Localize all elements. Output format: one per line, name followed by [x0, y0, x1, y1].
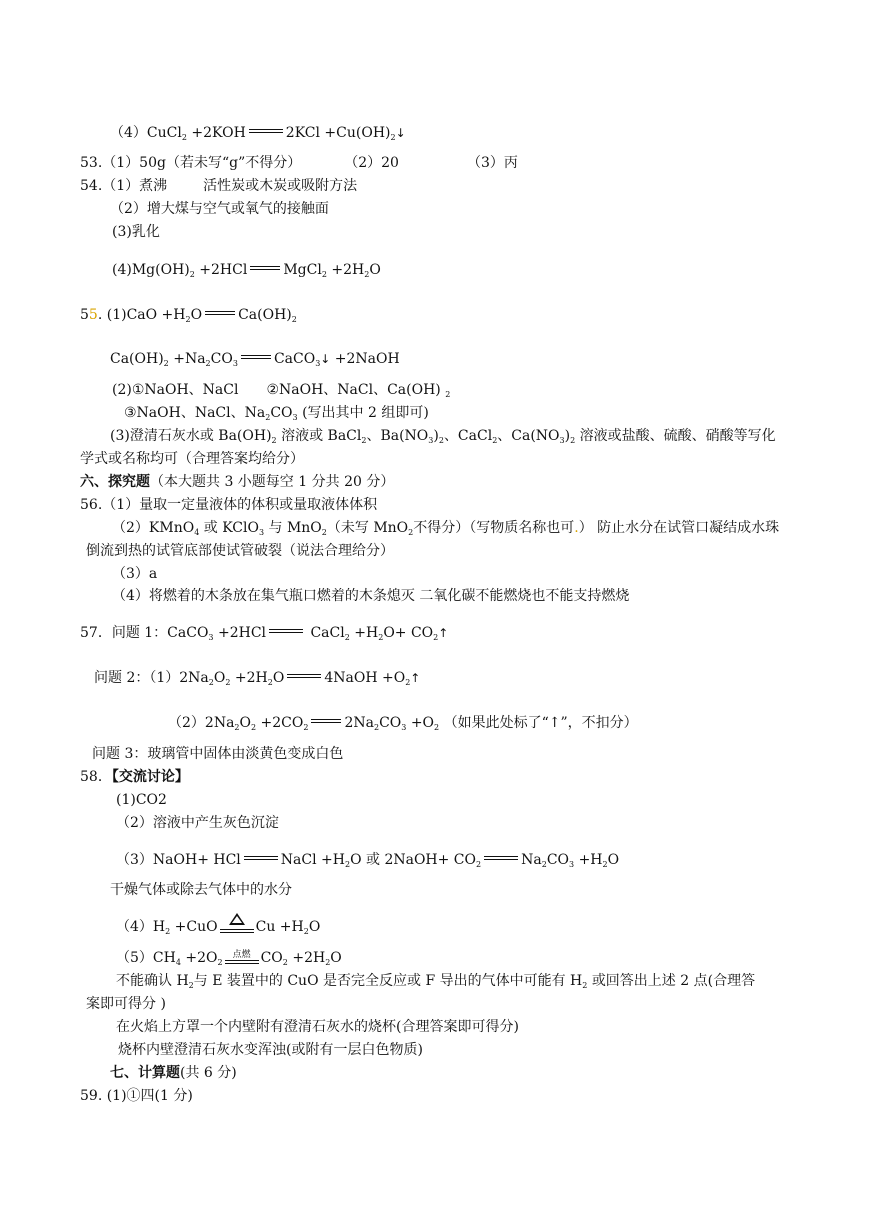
answer-55-1b: $Ca(OH)_2 +Na_2CO_3$ CaCO$_3$↓ +2NaOH	[110, 351, 400, 368]
answer-58-7: 烧杯内壁澄清石灰水变浑浊(或附有一层白色物质)	[118, 1042, 423, 1058]
answer-58-2: （2）溶液中产生灰色沉淀	[116, 815, 279, 831]
ignite-condition: 点燃	[225, 949, 259, 967]
answer-54-3: (3)乳化	[112, 224, 160, 240]
answer-56-3: （3）a	[112, 566, 158, 582]
equals-sign	[287, 674, 321, 678]
answer-58-3b: 干燥气体或除去气体中的水分	[110, 882, 292, 898]
answer-57-q2-1: 问题 2：$(1)2Na_2O_2 +2H_2O$ 4NaOH $+O_2↑$	[94, 670, 421, 687]
answer-57-q3: 问题 3：玻璃管中固体由淡黄色变成白色	[92, 746, 344, 762]
answer-57-q2-2: $(2)2Na_2O_2 +2CO_2$ $2Na_2CO_3 +O_2$ （如果此处标了“↑”，不扣分）	[168, 715, 638, 732]
answer-58-heading: 58．【交流讨论】	[80, 769, 189, 785]
answer-55-3: (3)澄清石灰水或 $Ba(OH)_2$ 溶液或 BaCl$_2$、$Ba(NO_3)_2$、CaCl$_2$、$Ca(NO_3)_2$ 溶液或盐酸、硫酸、硝酸等写化	[110, 428, 776, 445]
equals-sign	[244, 856, 278, 860]
answer-56-2b: 倒流到热的试管底部使试管破裂（说法合理给分）	[86, 543, 394, 559]
answer-56-4: （4）将燃着的木条放在集气瓶口燃着的木条熄灭 二氧化碳不能燃烧也不能支持燃烧	[112, 588, 630, 604]
equals-sign	[484, 856, 518, 860]
answer-58-5b: 不能确认 $H_2$与 E 装置中的 CuO 是否完全反应或 F 导出的气体中可能有 $H_2$ 或回答出上述 2 点(合理答	[116, 973, 756, 990]
answer-55-3b: 学式或名称均可（合理答案均给分）	[80, 451, 304, 467]
equals-sign	[205, 311, 235, 315]
answer-55-1: 55. $(1)CaO +H_2O$ $Ca(OH)_2$	[80, 307, 297, 324]
answer-53: 53.（1）50g（若未写“g”不得分） （2）20 （3）丙	[80, 155, 518, 171]
answer-58-1: (1)CO2	[116, 792, 167, 808]
equals-sign	[311, 719, 341, 723]
answer-58-5: $(5)CH_4 +2O_2$ 点燃 $CO_2 +2H_2O$	[116, 950, 342, 967]
answer-58-3: （3）NaOH+ HCl NaCl $+H_2O$ 或 2NaOH+ $CO_2$ $Na_2CO_3 +H_2O$	[116, 852, 620, 869]
answer-54-2: （2）增大煤与空气或氧气的接触面	[110, 201, 329, 217]
answer-58-6: 在火焰上方罩一个内壁附有澄清石灰水的烧杯(合理答案即可得分)	[116, 1019, 519, 1035]
equals-sign	[241, 355, 271, 359]
section-6-heading: 六、探究题（本大题共 3 小题每空 1 分共 20 分）	[80, 474, 395, 490]
answer-56-2: （2）KMnO$_4$ 或 KClO$_3$ 与 MnO$_2$（未写 MnO$_2$不得分）（写物质名称也可.） 防止水分在试管口凝结成水珠	[112, 520, 780, 537]
answer-56-1: 56.（1）量取一定量液体的体积或量取液体体积	[80, 497, 378, 513]
heat-triangle-icon	[229, 913, 245, 925]
answer-58-4: $(4)H_2 +CuO$ $Cu +H_2O$	[116, 918, 320, 936]
answer-54-1: 54.（1）煮沸 活性炭或木炭或吸附方法	[80, 178, 358, 194]
answer-55-2: (2)①NaOH、NaCl ②NaOH、NaCl、Ca(OH) $_2$	[112, 382, 451, 399]
answer-52-4: （4）CuCl$_2$ +2KOH $2KCl +Cu(OH)_2↓$	[110, 125, 406, 142]
equals-sign	[249, 129, 283, 133]
answer-59-1: 59. (1)①四(1 分)	[80, 1088, 193, 1104]
answer-54-4: $(4)Mg(OH)_2 +2HCl$ MgCl$_2$ $+2H_2O$	[112, 262, 381, 279]
section-7-heading: 七、计算题(共 6 分)	[110, 1065, 237, 1081]
equals-sign	[250, 266, 280, 270]
answer-55-2b: ③NaOH、NaCl、$Na_2CO_3$ (写出其中 2 组即可)	[124, 405, 429, 422]
answer-57-q1: 57．问题 1：CaCO$_3$ +2HCl CaCl$_2$ $+H_2O+$ $CO_2↑$	[80, 625, 449, 642]
answer-58-5c: 案即可得分 )	[86, 996, 166, 1012]
equals-sign	[269, 629, 303, 633]
heat-condition	[220, 918, 254, 936]
